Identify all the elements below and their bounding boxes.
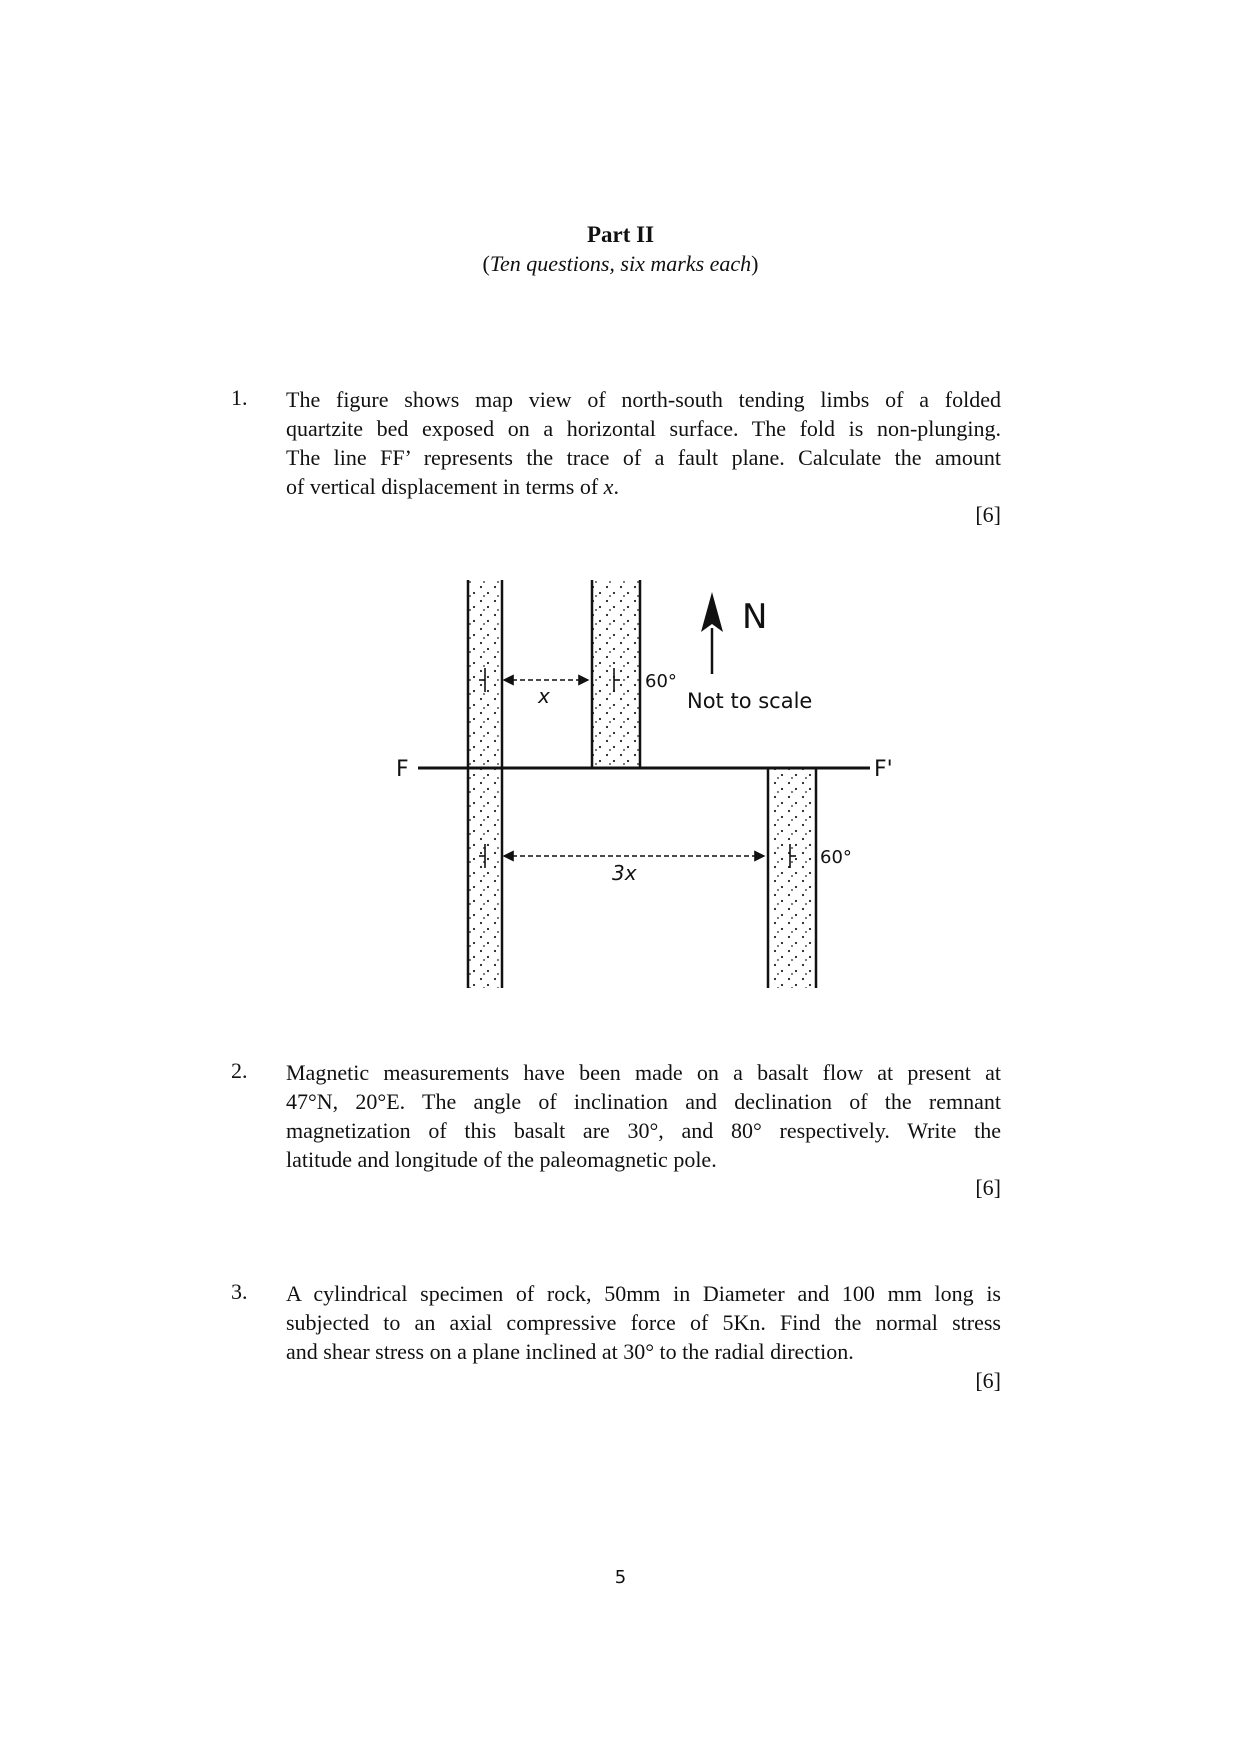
scale-note: Not to scale <box>687 689 813 713</box>
question-1-number: 1. <box>231 385 248 410</box>
question-1-marks: [6] <box>975 502 1001 527</box>
question-line: magnetization of this basalt are 30°, and 80° respectively. Write the <box>286 1118 1001 1143</box>
north-arrow-icon <box>701 592 723 674</box>
question-2-text <box>286 1058 1001 1174</box>
question-line: Magnetic measurements have been made on a basalt flow at present at <box>286 1060 1001 1085</box>
upper-spacing-label: x <box>538 684 550 708</box>
upper-dip-label: 60° <box>645 671 677 692</box>
question-line <box>286 472 1001 501</box>
fault-label-right: F' <box>874 757 893 782</box>
question-line: 47°N, 20°E. The angle of inclination and declination of the remnant <box>286 1089 1001 1114</box>
question-line: The figure shows map view of north-south tending limbs of a folded <box>286 387 1001 412</box>
upper-right-limb-bed <box>592 580 640 768</box>
question-2-number: 2. <box>231 1058 248 1083</box>
question-line: quartzite bed exposed on a horizontal surface. The fold is non-plunging. <box>286 416 1001 441</box>
fault-label-left: F <box>396 757 409 782</box>
part-subtitle: (Ten questions, six marks each) <box>482 251 759 276</box>
question-line: and shear stress on a plane inclined at 30° to the radial direction. <box>286 1339 854 1364</box>
north-label: N <box>742 597 768 637</box>
question-1-text <box>286 385 1001 501</box>
question-line-end: . <box>613 474 619 499</box>
part-subtitle-text: Ten questions, six marks each <box>489 251 752 276</box>
question-line: The line FF’ represents the trace of a fault plane. Calculate the amount <box>286 445 1001 470</box>
question-line: subjected to an axial compressive force of 5Kn. Find the normal stress <box>286 1310 1001 1335</box>
fault-map-figure <box>380 570 920 990</box>
question-line: A cylindrical specimen of rock, 50mm in Diameter and 100 mm long is <box>286 1281 1001 1306</box>
lower-spacing-label: 3x <box>612 861 637 885</box>
lower-right-limb-bed <box>768 768 816 988</box>
part-title: Part II <box>586 222 655 247</box>
variable-x: x <box>603 474 614 499</box>
question-line-text: of vertical displacement in terms of <box>286 474 604 499</box>
lower-dip-label: 60° <box>820 847 852 868</box>
question-3-number: 3. <box>231 1279 248 1304</box>
question-2-marks: [6] <box>975 1175 1001 1200</box>
question-3-marks: [6] <box>975 1368 1001 1393</box>
page-number: 5 <box>614 1567 627 1588</box>
question-3-text <box>286 1279 1001 1366</box>
question-line: latitude and longitude of the paleomagnetic pole. <box>286 1147 717 1172</box>
left-limb-bed <box>468 580 502 988</box>
